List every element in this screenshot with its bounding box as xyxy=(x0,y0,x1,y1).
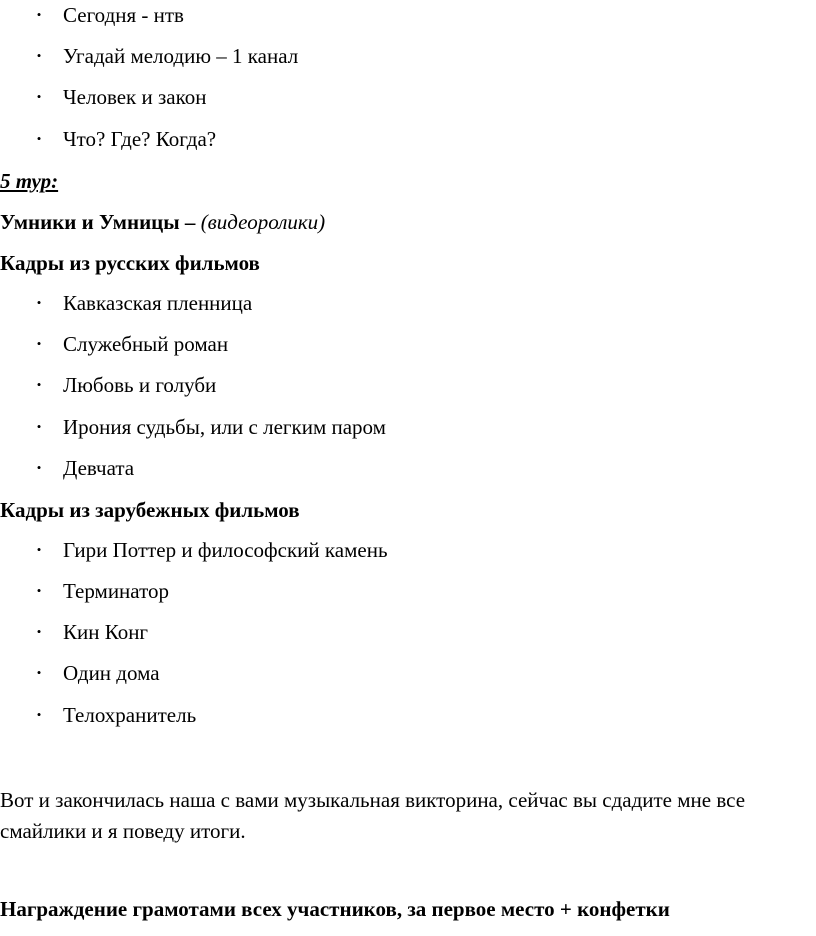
bullet-icon: • xyxy=(36,583,42,598)
list-item-text: Один дома xyxy=(63,661,160,685)
smart-line xyxy=(0,210,325,234)
bullet-icon: • xyxy=(36,377,42,392)
russian-films-heading: Кадры из русских фильмов xyxy=(0,251,260,275)
bullet-icon: • xyxy=(36,665,42,680)
closing-paragraph: Вот и закончилась наша с вами музыкальная викторина, сейчас вы сдадите мне все смайлики и я поведу итоги. xyxy=(0,788,746,843)
list-item-text: Девчата xyxy=(63,456,135,480)
list-item-text: Любовь и голуби xyxy=(63,373,217,397)
bullet-icon: • xyxy=(36,460,42,475)
list-item-text: Кавказская пленница xyxy=(63,291,253,315)
list-item-text: Что? Где? Когда? xyxy=(63,127,217,151)
bullet-icon: • xyxy=(36,336,42,351)
list-item-text: Угадай мелодию – 1 канал xyxy=(63,44,299,68)
list-item-text: Ирония судьбы, или с легким паром xyxy=(63,415,386,439)
smart-line-note: (видеоролики) xyxy=(200,210,326,234)
list-item-text: Сегодня - нтв xyxy=(63,3,184,27)
list-item-text: Терминатор xyxy=(63,579,169,603)
smart-line-title: Умники и Умницы – xyxy=(0,210,196,234)
bullet-icon: • xyxy=(36,295,42,310)
list-item-text: Телохранитель xyxy=(63,703,197,727)
bullet-icon: • xyxy=(36,707,42,722)
list-item-text: Человек и закон xyxy=(63,85,207,109)
bullet-icon: • xyxy=(36,624,42,639)
list-item-text: Служебный роман xyxy=(63,332,229,356)
list-item-text: Кин Конг xyxy=(63,620,149,644)
round-heading: 5 тур: xyxy=(0,169,59,193)
award-line: Награждение грамотами всех участников, за первое место + конфетки xyxy=(0,897,670,921)
bullet-icon: • xyxy=(36,542,42,557)
foreign-films-heading: Кадры из зарубежных фильмов xyxy=(0,498,300,522)
bullet-icon: • xyxy=(36,131,42,146)
bullet-icon: • xyxy=(36,419,42,434)
bullet-icon: • xyxy=(36,48,42,63)
bullet-icon: • xyxy=(36,7,42,22)
list-item-text: Гири Поттер и философский камень xyxy=(63,538,388,562)
bullet-icon: • xyxy=(36,89,42,104)
